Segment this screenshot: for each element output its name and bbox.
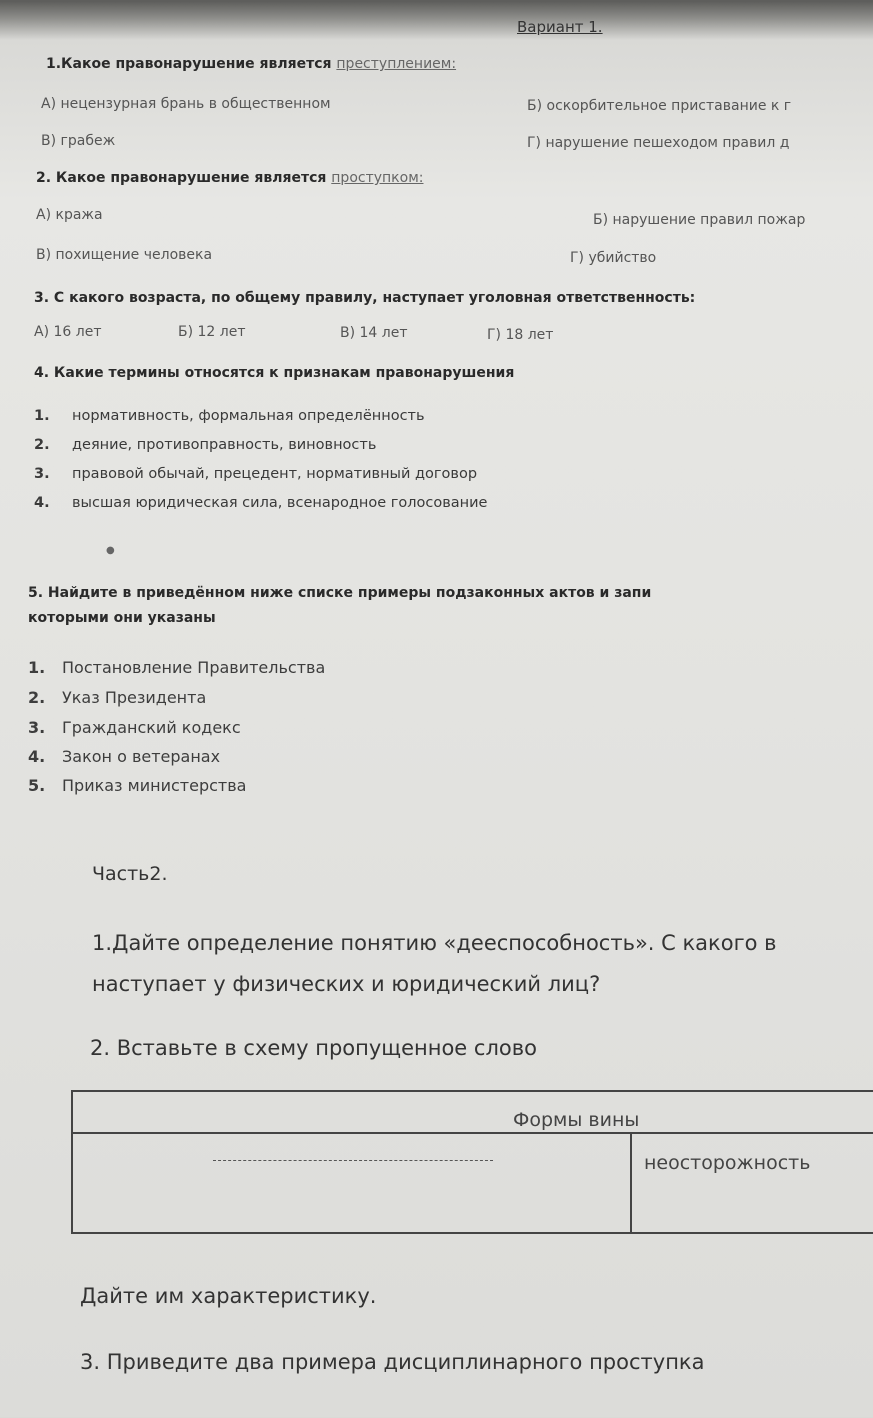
q4-option-text: нормативность, формальная определённость [72, 408, 425, 424]
stray-mark: ● [106, 545, 115, 556]
q5-option-number: 5. [28, 776, 46, 795]
question-3: 3. С какого возраста, по общему правилу, наступает уголовная ответственность: [34, 290, 696, 306]
part-2-title: Часть2. [92, 863, 168, 885]
q2-answer-a: А) кража [36, 207, 103, 223]
part-2-task-3: 3. Приведите два примера дисциплинарного проступка [80, 1350, 705, 1374]
q4-option-number: 4. [34, 495, 50, 511]
q2-answer-b: Б) нарушение правил пожар [593, 212, 806, 228]
q4-option [34, 437, 376, 453]
q4-option-number: 2. [34, 437, 50, 453]
q4-option [34, 466, 477, 482]
q1-answer-d: Г) нарушение пешеходом правил д [527, 135, 790, 151]
q5-option [28, 658, 325, 677]
q5-option [28, 688, 206, 707]
guilt-forms-scheme [71, 1090, 873, 1234]
q1-answer-c: В) грабеж [41, 133, 116, 149]
variant-title: Вариант 1. [517, 18, 603, 36]
q2-answer-c: В) похищение человека [36, 247, 213, 263]
q4-option-text: высшая юридическая сила, всенародное голосование [72, 495, 488, 511]
q5-option-text: Закон о ветеранах [62, 747, 221, 766]
q5-option-text: Гражданский кодекс [62, 718, 241, 737]
q4-option-text: правовой обычай, прецедент, нормативный договор [72, 466, 478, 482]
question-2-text: 2. Какое правонарушение является [36, 170, 332, 186]
q2-answer-d: Г) убийство [570, 250, 657, 266]
q5-option [28, 776, 246, 795]
question-1-text: 1.Какое правонарушение является [46, 56, 337, 72]
q1-answer-b: Б) оскорбительное приставание к г [527, 98, 792, 114]
scheme-blank-cell[interactable] [72, 1133, 631, 1233]
q5-option-number: 4. [28, 747, 46, 766]
part-2-task-1-line-2: наступает у физических и юридический лиц? [92, 972, 601, 996]
question-2-underlined: проступком: [331, 170, 424, 186]
q4-option [34, 408, 425, 424]
q3-answer-c: В) 14 лет [340, 325, 408, 341]
question-1-underlined: преступлением: [336, 56, 457, 72]
scheme-negligence-cell: неосторожность [631, 1133, 873, 1233]
q4-option [34, 495, 487, 511]
question-5-line-2: которыми они указаны [28, 610, 216, 626]
scheme-header: Формы вины [72, 1091, 873, 1133]
question-5-line-1: 5. Найдите в приведённом ниже списке примеры подзаконных актов и запи [28, 585, 652, 601]
q4-option-number: 3. [34, 466, 50, 482]
q5-option-number: 1. [28, 658, 46, 677]
q5-option-number: 3. [28, 718, 46, 737]
blank-answer-line [213, 1160, 493, 1161]
q5-option-text: Указ Президента [62, 688, 207, 707]
q5-option-text: Постановление Правительства [62, 658, 326, 677]
part-2-task-1-line-1: 1.Дайте определение понятию «дееспособность». С какого в [92, 931, 777, 955]
q5-option-number: 2. [28, 688, 46, 707]
q4-option-text: деяние, противоправность, виновность [72, 437, 377, 453]
question-1 [46, 56, 456, 72]
question-2 [36, 170, 423, 186]
q3-answer-d: Г) 18 лет [487, 327, 554, 343]
part-2-task-2: 2. Вставьте в схему пропущенное слово [90, 1036, 537, 1060]
q5-option-text: Приказ министерства [62, 776, 247, 795]
question-4: 4. Какие термины относятся к признакам правонарушения [34, 365, 515, 381]
q5-option [28, 718, 241, 737]
q5-option [28, 747, 220, 766]
characterize-instruction: Дайте им характеристику. [80, 1284, 377, 1308]
q4-option-number: 1. [34, 408, 50, 424]
q3-answer-b: Б) 12 лет [178, 324, 246, 340]
q3-answer-a: А) 16 лет [34, 324, 102, 340]
q1-answer-a: А) нецензурная брань в общественном [41, 96, 331, 112]
